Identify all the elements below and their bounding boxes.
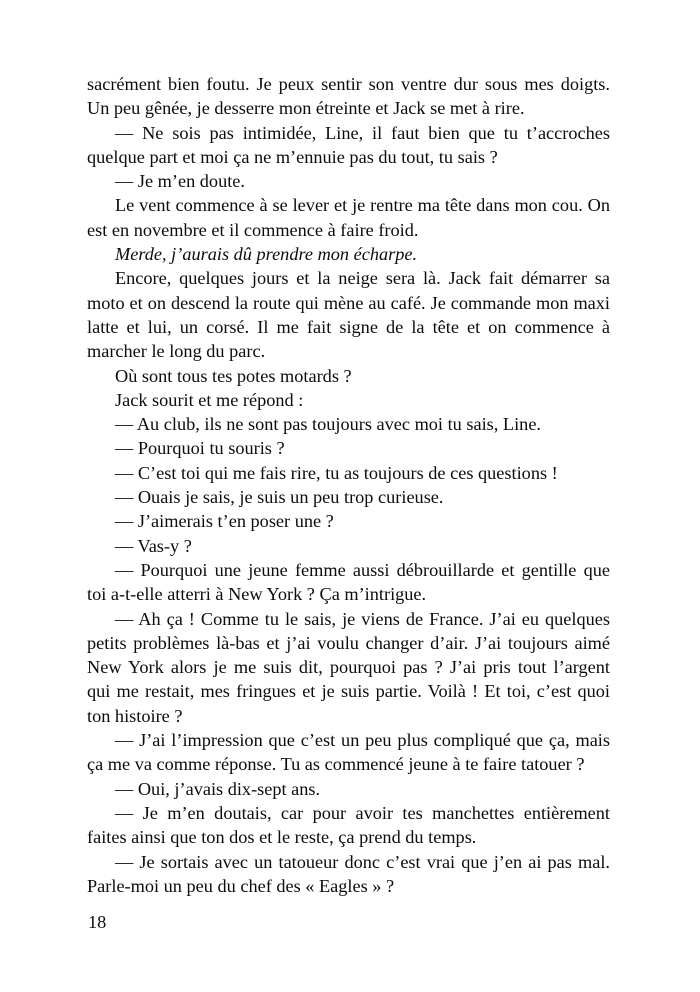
text-line: qui me restait, mes fringues et je suis partie. Voilà ! Et toi, c’est quoi: [87, 681, 610, 702]
page-number: 18: [88, 912, 107, 932]
text-line: — Au club, ils ne sont pas toujours avec moi tu sais, Line.: [115, 414, 542, 435]
text-line: moto et on descend la route qui mène au café. Je commande mon maxi: [87, 292, 610, 313]
text-line: New York alors je me suis dit, pourquoi pas ? J’ai pris tout l’argent: [87, 657, 610, 678]
text-line: latte et lui, un corsé. Il me fait signe de la tête et on commence à: [87, 316, 610, 337]
paragraph: [87, 607, 610, 728]
text-line: Parle-moi un peu du chef des « Eagles » ?: [87, 875, 395, 896]
text-block: [87, 72, 610, 898]
text-line: est en novembre et il commence à faire froid.: [87, 219, 419, 240]
paragraph: [87, 388, 610, 412]
text-line: Où sont tous tes potes motards ?: [115, 365, 352, 386]
paragraph: [87, 436, 610, 460]
text-line: ça me va comme réponse. Tu as commencé jeune à te faire tatouer ?: [87, 754, 585, 775]
paragraph: [87, 121, 610, 170]
text-line: toi a-t-elle atterri à New York ? Ça m’intrigue.: [87, 584, 427, 605]
text-line: Jack sourit et me répond :: [115, 389, 304, 410]
paragraph: [87, 72, 610, 121]
text-line: — Je sortais avec un tatoueur donc c’est vrai que j’en ai pas mal.: [115, 851, 610, 872]
text-line: Encore, quelques jours et la neige sera là. Jack fait démarrer sa: [115, 268, 610, 289]
paragraph: [87, 169, 610, 193]
text-line: — Vas-y ?: [115, 535, 192, 556]
text-line: Le vent commence à se lever et je rentre ma tête dans mon cou. On: [115, 195, 610, 216]
text-line: — J’ai l’impression que c’est un peu plus compliqué que ça, mais: [115, 730, 610, 751]
paragraph-italic: [87, 242, 610, 266]
text-line: — Je m’en doutais, car pour avoir tes manchettes entièrement: [115, 802, 610, 823]
text-line: marcher le long du parc.: [87, 341, 266, 362]
text-line: — Pourquoi tu souris ?: [115, 438, 285, 459]
text-line: — J’aimerais t’en poser une ?: [115, 511, 334, 532]
paragraph: [87, 364, 610, 388]
paragraph: [87, 558, 610, 607]
paragraph: [87, 777, 610, 801]
paragraph: [87, 193, 610, 242]
text-line: quelque part et moi ça ne m’ennuie pas du tout, tu sais ?: [87, 146, 498, 167]
text-line: faites ainsi que ton dos et le reste, ça prend du temps.: [87, 827, 477, 848]
paragraph: [87, 801, 610, 850]
paragraph: [87, 509, 610, 533]
text-line: Merde, j’aurais dû prendre mon écharpe.: [115, 244, 418, 265]
text-line: — Je m’en doute.: [115, 171, 245, 192]
text-line: — Pourquoi une jeune femme aussi débrouillarde et gentille que: [115, 559, 610, 580]
text-line: — Ne sois pas intimidée, Line, il faut bien que tu t’accroches: [115, 122, 610, 143]
paragraph: [87, 266, 610, 363]
text-line: — C’est toi qui me fais rire, tu as toujours de ces questions !: [115, 462, 558, 483]
paragraph: [87, 412, 610, 436]
text-line: ton histoire ?: [87, 705, 183, 726]
text-line: — Ouais je sais, je suis un peu trop curieuse.: [115, 487, 444, 508]
paragraph: [87, 461, 610, 485]
text-line: — Oui, j’avais dix-sept ans.: [115, 778, 321, 799]
text-line: petits problèmes là-bas et j’ai voulu changer d’air. J’ai toujours aimé: [87, 632, 610, 653]
text-line: sacrément bien foutu. Je peux sentir son ventre dur sous mes doigts.: [87, 74, 610, 94]
paragraph: [87, 728, 610, 777]
paragraph: [87, 485, 610, 509]
paragraph: [87, 850, 610, 899]
text-line: — Ah ça ! Comme tu le sais, je viens de France. J’ai eu quelques: [115, 608, 610, 629]
paragraph: [87, 534, 610, 558]
text-line: Un peu gênée, je desserre mon étreinte et Jack se met à rire.: [87, 98, 525, 119]
